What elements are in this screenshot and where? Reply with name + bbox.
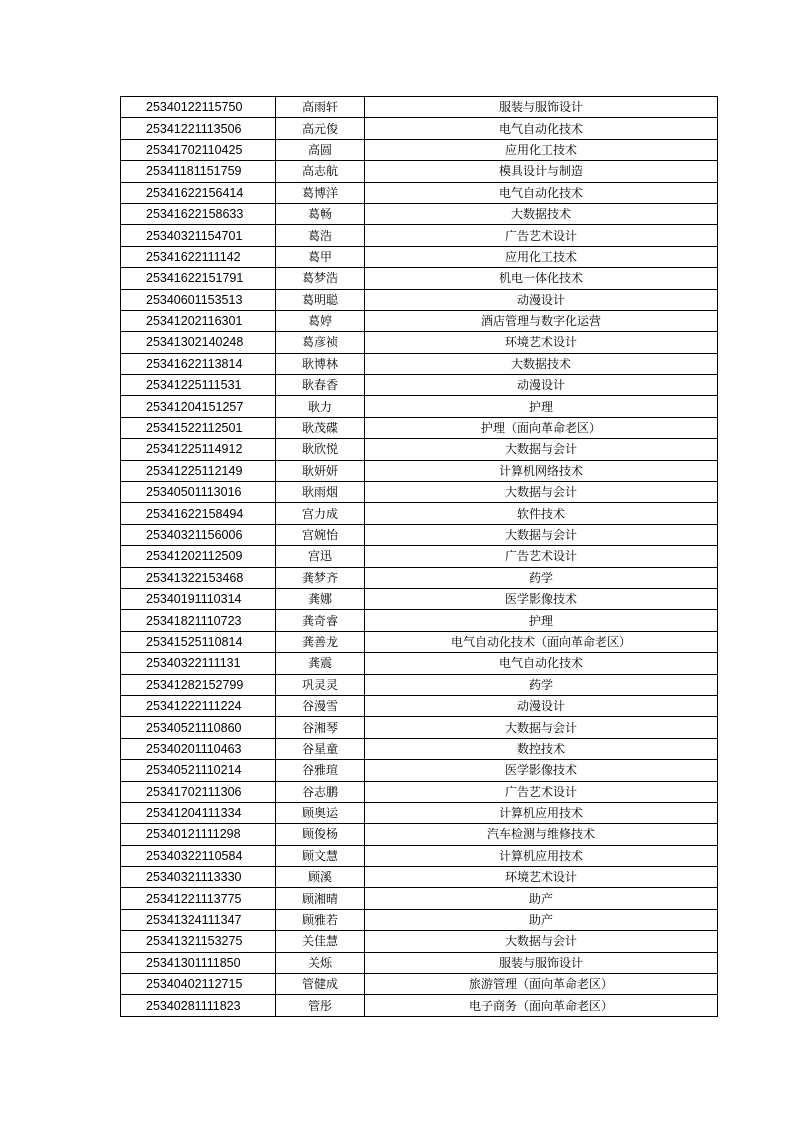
student-name-cell: 管彤 xyxy=(276,995,365,1016)
candidate-number-cell: 25341302140248 xyxy=(121,332,276,353)
major-cell: 大数据与会计 xyxy=(365,482,718,503)
student-name-cell: 葛博洋 xyxy=(276,182,365,203)
student-name-cell: 管健成 xyxy=(276,974,365,995)
candidate-number-cell: 25341702110425 xyxy=(121,139,276,160)
candidate-number-cell: 25341225114912 xyxy=(121,439,276,460)
student-name-cell: 顾俊杨 xyxy=(276,824,365,845)
student-name-cell: 谷雅瑄 xyxy=(276,760,365,781)
major-cell: 大数据与会计 xyxy=(365,931,718,952)
student-name-cell: 葛浩 xyxy=(276,225,365,246)
student-name-cell: 高圆 xyxy=(276,139,365,160)
student-name-cell: 葛畅 xyxy=(276,203,365,224)
candidate-number-cell: 25341622158633 xyxy=(121,203,276,224)
candidate-number-cell: 25341225112149 xyxy=(121,460,276,481)
candidate-number-cell: 25341322153468 xyxy=(121,567,276,588)
major-cell: 模具设计与制造 xyxy=(365,161,718,182)
candidate-number-cell: 25341221113775 xyxy=(121,888,276,909)
major-cell: 大数据与会计 xyxy=(365,524,718,545)
table-row xyxy=(121,503,718,524)
table-row xyxy=(121,867,718,888)
table-row xyxy=(121,139,718,160)
candidate-number-cell: 25340321154701 xyxy=(121,225,276,246)
table-row xyxy=(121,888,718,909)
table-row xyxy=(121,546,718,567)
candidate-number-cell: 25340191110314 xyxy=(121,588,276,609)
major-cell: 药学 xyxy=(365,674,718,695)
candidate-number-cell: 25341221113506 xyxy=(121,118,276,139)
major-cell: 护理 xyxy=(365,396,718,417)
candidate-number-cell: 25340321113330 xyxy=(121,867,276,888)
candidate-number-cell: 25340201110463 xyxy=(121,738,276,759)
student-name-cell: 巩灵灵 xyxy=(276,674,365,695)
table-row xyxy=(121,203,718,224)
major-cell: 服装与服饰设计 xyxy=(365,97,718,118)
major-cell: 计算机网络技术 xyxy=(365,460,718,481)
table-row xyxy=(121,310,718,331)
student-name-cell: 葛明聪 xyxy=(276,289,365,310)
major-cell: 酒店管理与数字化运营 xyxy=(365,310,718,331)
table-row xyxy=(121,845,718,866)
student-name-cell: 耿力 xyxy=(276,396,365,417)
candidate-number-cell: 25341301111850 xyxy=(121,952,276,973)
major-cell: 计算机应用技术 xyxy=(365,802,718,823)
student-name-cell: 宫婉怡 xyxy=(276,524,365,545)
student-name-cell: 谷湘琴 xyxy=(276,717,365,738)
student-name-cell: 龚善龙 xyxy=(276,631,365,652)
student-name-cell: 龚梦齐 xyxy=(276,567,365,588)
student-name-cell: 关佳慧 xyxy=(276,931,365,952)
table-row xyxy=(121,909,718,930)
major-cell: 计算机应用技术 xyxy=(365,845,718,866)
major-cell: 药学 xyxy=(365,567,718,588)
table-row xyxy=(121,439,718,460)
candidate-number-cell: 25341622158494 xyxy=(121,503,276,524)
student-name-cell: 耿博林 xyxy=(276,353,365,374)
candidate-number-cell: 25340121111298 xyxy=(121,824,276,845)
candidate-number-cell: 25341204151257 xyxy=(121,396,276,417)
student-name-cell: 关烁 xyxy=(276,952,365,973)
candidate-number-cell: 25340322111131 xyxy=(121,653,276,674)
major-cell: 电气自动化技术 xyxy=(365,653,718,674)
candidate-number-cell: 25340501113016 xyxy=(121,482,276,503)
candidate-number-cell: 25341702111306 xyxy=(121,781,276,802)
student-name-cell: 龚奇睿 xyxy=(276,610,365,631)
candidate-number-cell: 25341622113814 xyxy=(121,353,276,374)
table-row xyxy=(121,695,718,716)
major-cell: 机电一体化技术 xyxy=(365,268,718,289)
table-row xyxy=(121,738,718,759)
table-row xyxy=(121,268,718,289)
table-row xyxy=(121,375,718,396)
major-cell: 电气自动化技术（面向革命老区） xyxy=(365,631,718,652)
major-cell: 服装与服饰设计 xyxy=(365,952,718,973)
student-name-cell: 高雨轩 xyxy=(276,97,365,118)
major-cell: 医学影像技术 xyxy=(365,760,718,781)
major-cell: 动漫设计 xyxy=(365,375,718,396)
student-name-cell: 宫力成 xyxy=(276,503,365,524)
table-row xyxy=(121,824,718,845)
table-row xyxy=(121,482,718,503)
student-name-cell: 谷漫雪 xyxy=(276,695,365,716)
candidate-number-cell: 25341202116301 xyxy=(121,310,276,331)
student-name-cell: 顾湘晴 xyxy=(276,888,365,909)
student-name-cell: 葛甲 xyxy=(276,246,365,267)
table-row xyxy=(121,631,718,652)
student-name-cell: 葛婷 xyxy=(276,310,365,331)
major-cell: 软件技术 xyxy=(365,503,718,524)
table-row xyxy=(121,289,718,310)
major-cell: 电气自动化技术 xyxy=(365,182,718,203)
candidate-number-cell: 25340322110584 xyxy=(121,845,276,866)
candidate-number-cell: 25341225111531 xyxy=(121,375,276,396)
table-row xyxy=(121,417,718,438)
candidate-number-cell: 25340402112715 xyxy=(121,974,276,995)
student-name-cell: 顾雅若 xyxy=(276,909,365,930)
major-cell: 应用化工技术 xyxy=(365,139,718,160)
major-cell: 护理 xyxy=(365,610,718,631)
major-cell: 助产 xyxy=(365,909,718,930)
student-name-cell: 顾文慧 xyxy=(276,845,365,866)
table-row xyxy=(121,674,718,695)
major-cell: 电子商务（面向革命老区） xyxy=(365,995,718,1016)
candidate-number-cell: 25341821110723 xyxy=(121,610,276,631)
table-row xyxy=(121,802,718,823)
major-cell: 动漫设计 xyxy=(365,695,718,716)
major-cell: 护理（面向革命老区） xyxy=(365,417,718,438)
table-row xyxy=(121,974,718,995)
major-cell: 电气自动化技术 xyxy=(365,118,718,139)
table-row xyxy=(121,246,718,267)
candidate-number-cell: 25341522112501 xyxy=(121,417,276,438)
table-row xyxy=(121,610,718,631)
candidate-number-cell: 25340281111823 xyxy=(121,995,276,1016)
candidate-number-cell: 25341282152799 xyxy=(121,674,276,695)
admission-roster-table xyxy=(120,96,718,1017)
student-name-cell: 宫迅 xyxy=(276,546,365,567)
table-row xyxy=(121,588,718,609)
candidate-number-cell: 25341324111347 xyxy=(121,909,276,930)
candidate-number-cell: 25341525110814 xyxy=(121,631,276,652)
candidate-number-cell: 25341222111224 xyxy=(121,695,276,716)
student-name-cell: 耿雨烟 xyxy=(276,482,365,503)
table-row xyxy=(121,182,718,203)
student-name-cell: 谷志鹏 xyxy=(276,781,365,802)
student-name-cell: 谷星童 xyxy=(276,738,365,759)
candidate-number-cell: 25340601153513 xyxy=(121,289,276,310)
student-name-cell: 耿春香 xyxy=(276,375,365,396)
table-row xyxy=(121,118,718,139)
candidate-number-cell: 25341622156414 xyxy=(121,182,276,203)
major-cell: 大数据技术 xyxy=(365,203,718,224)
candidate-number-cell: 25341622111142 xyxy=(121,246,276,267)
candidate-number-cell: 25341181151759 xyxy=(121,161,276,182)
student-name-cell: 高志航 xyxy=(276,161,365,182)
table-row xyxy=(121,653,718,674)
candidate-number-cell: 25341202112509 xyxy=(121,546,276,567)
major-cell: 旅游管理（面向革命老区） xyxy=(365,974,718,995)
major-cell: 应用化工技术 xyxy=(365,246,718,267)
table-row xyxy=(121,781,718,802)
table-row xyxy=(121,353,718,374)
candidate-number-cell: 25340521110860 xyxy=(121,717,276,738)
table-row xyxy=(121,995,718,1016)
student-name-cell: 顾奥运 xyxy=(276,802,365,823)
major-cell: 环境艺术设计 xyxy=(365,867,718,888)
student-name-cell: 耿茂碟 xyxy=(276,417,365,438)
table-row xyxy=(121,931,718,952)
major-cell: 大数据技术 xyxy=(365,353,718,374)
major-cell: 数控技术 xyxy=(365,738,718,759)
candidate-number-cell: 25340521110214 xyxy=(121,760,276,781)
student-name-cell: 葛梦浩 xyxy=(276,268,365,289)
major-cell: 动漫设计 xyxy=(365,289,718,310)
major-cell: 汽车检测与维修技术 xyxy=(365,824,718,845)
table-row xyxy=(121,225,718,246)
major-cell: 大数据与会计 xyxy=(365,717,718,738)
table-row xyxy=(121,717,718,738)
student-name-cell: 耿妍妍 xyxy=(276,460,365,481)
table-row xyxy=(121,524,718,545)
candidate-number-cell: 25341622151791 xyxy=(121,268,276,289)
student-name-cell: 高元俊 xyxy=(276,118,365,139)
major-cell: 广告艺术设计 xyxy=(365,225,718,246)
table-row xyxy=(121,97,718,118)
table-row xyxy=(121,460,718,481)
candidate-number-cell: 25341204111334 xyxy=(121,802,276,823)
major-cell: 广告艺术设计 xyxy=(365,546,718,567)
student-name-cell: 龚震 xyxy=(276,653,365,674)
student-name-cell: 龚娜 xyxy=(276,588,365,609)
roster-body xyxy=(121,97,718,1017)
major-cell: 医学影像技术 xyxy=(365,588,718,609)
candidate-number-cell: 25340122115750 xyxy=(121,97,276,118)
table-row xyxy=(121,952,718,973)
major-cell: 助产 xyxy=(365,888,718,909)
candidate-number-cell: 25341321153275 xyxy=(121,931,276,952)
table-row xyxy=(121,396,718,417)
student-name-cell: 顾溪 xyxy=(276,867,365,888)
table-row xyxy=(121,567,718,588)
candidate-number-cell: 25340321156006 xyxy=(121,524,276,545)
major-cell: 大数据与会计 xyxy=(365,439,718,460)
student-name-cell: 葛彦祯 xyxy=(276,332,365,353)
table-row xyxy=(121,332,718,353)
table-row xyxy=(121,161,718,182)
student-name-cell: 耿欣悦 xyxy=(276,439,365,460)
table-row xyxy=(121,760,718,781)
major-cell: 广告艺术设计 xyxy=(365,781,718,802)
major-cell: 环境艺术设计 xyxy=(365,332,718,353)
